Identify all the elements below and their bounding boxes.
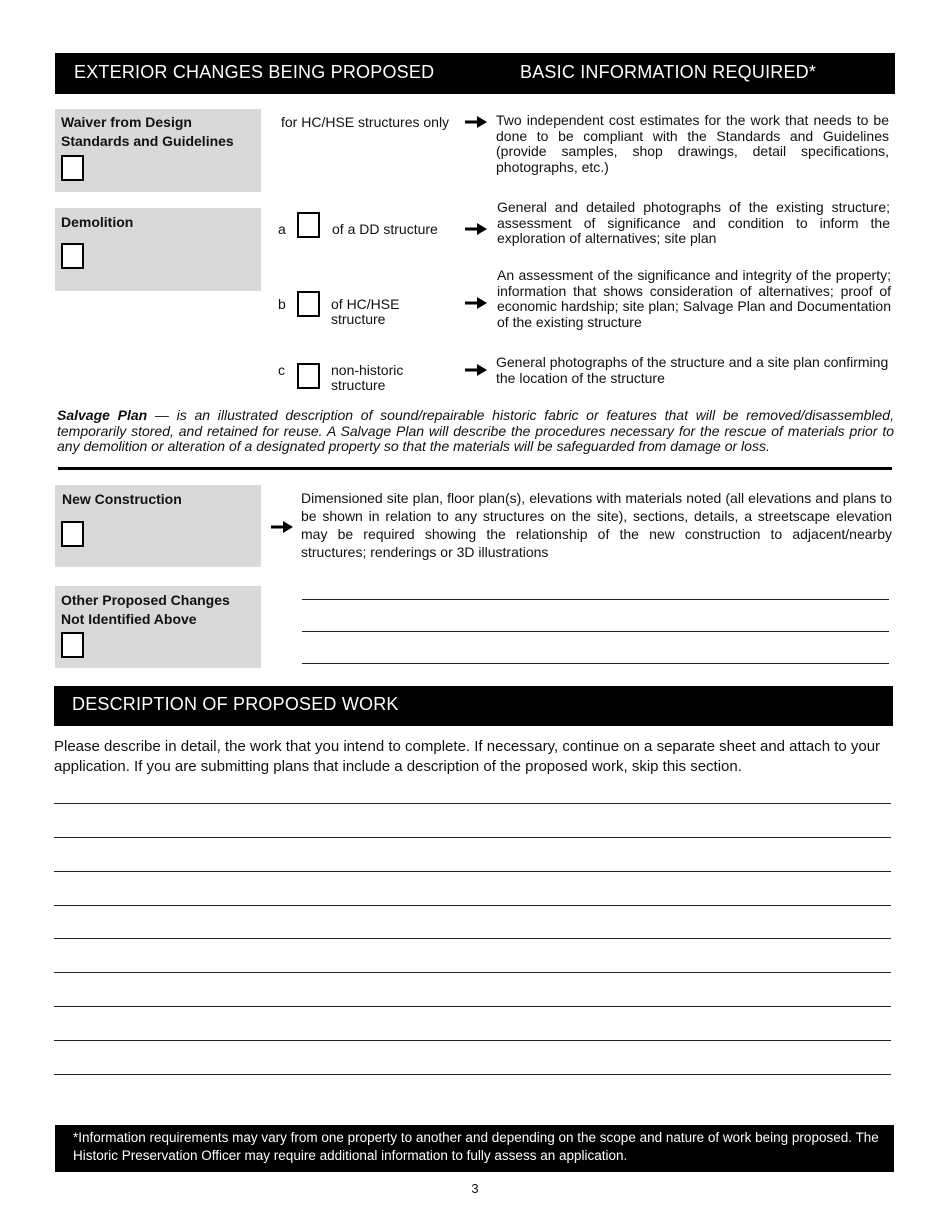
option-a-letter: a xyxy=(278,221,286,237)
waiver-checkbox[interactable] xyxy=(61,155,84,181)
option-a-info: General and detailed photographs of the existing structure; assessment of significance and condition to inform the exploration of alternatives; site plan xyxy=(497,199,890,246)
arrow-right-icon xyxy=(465,223,487,235)
footer-note: *Information requirements may vary from one property to another and depending on the scope and nature of work being proposed. The Historic Preservation Officer may require additional information to fully assess an application. xyxy=(73,1130,879,1163)
description-line[interactable] xyxy=(54,803,891,804)
description-line[interactable] xyxy=(54,1006,891,1007)
option-c-label: non-historic structure xyxy=(331,362,404,393)
option-a-checkbox[interactable] xyxy=(297,212,320,238)
description-line[interactable] xyxy=(54,905,891,906)
salvage-plan-note xyxy=(57,408,894,455)
option-c-letter: c xyxy=(278,362,285,378)
option-a-label: of a DD structure xyxy=(332,221,438,237)
new-construction-label: New Construction xyxy=(62,491,182,507)
waiver-label: Waiver from Design Standards and Guidelines xyxy=(61,114,234,149)
option-b-label: of HC/HSE structure xyxy=(331,296,400,327)
other-changes-line[interactable] xyxy=(302,599,889,600)
description-line[interactable] xyxy=(54,1074,891,1075)
demolition-label: Demolition xyxy=(61,214,134,230)
description-line[interactable] xyxy=(54,938,891,939)
other-changes-line[interactable] xyxy=(302,631,889,632)
description-line[interactable] xyxy=(54,871,891,872)
arrow-right-icon xyxy=(465,364,487,376)
option-b-info: An assessment of the significance and integrity of the property; information that shows consideration of alternatives; proof of economic hardship; site plan; Salvage Plan and Documentation of the existing structure xyxy=(497,267,891,330)
other-changes-label: Other Proposed Changes Not Identified Above xyxy=(61,592,230,627)
demolition-checkbox[interactable] xyxy=(61,243,84,269)
page-number: 3 xyxy=(471,1181,479,1196)
description-header-title: DESCRIPTION OF PROPOSED WORK xyxy=(72,694,399,714)
option-c-checkbox[interactable] xyxy=(297,363,320,389)
salvage-plan-term: Salvage Plan xyxy=(57,407,148,423)
option-b-letter: b xyxy=(278,296,286,312)
header-left-title: EXTERIOR CHANGES BEING PROPOSED xyxy=(74,62,435,82)
other-changes-checkbox[interactable] xyxy=(61,632,84,658)
footer-note-box xyxy=(55,1125,894,1172)
section-header-description xyxy=(54,686,893,726)
description-instructions: Please describe in detail, the work that you intend to complete. If necessary, continue on a separate sheet and attach to your application. If you are submitting plans that include a description of the proposed work, skip this section. xyxy=(54,738,881,775)
waiver-condition: for HC/HSE structures only xyxy=(281,114,450,130)
waiver-info: Two independent cost estimates for the work that needs to be done to be compliant with the Standards and Guidelines (provide samples, shop drawings, detail specifications, photographs, etc.) xyxy=(496,112,889,175)
description-line[interactable] xyxy=(54,1040,891,1041)
section-divider xyxy=(58,467,892,470)
option-b-checkbox[interactable] xyxy=(297,291,320,317)
description-line[interactable] xyxy=(54,972,891,973)
option-c-info: General photographs of the structure and a site plan confirming the location of the structure xyxy=(496,354,889,386)
arrow-right-icon xyxy=(271,521,293,533)
other-changes-line[interactable] xyxy=(302,663,889,664)
description-line[interactable] xyxy=(54,837,891,838)
header-right-title: BASIC INFORMATION REQUIRED* xyxy=(520,62,817,82)
section-header-exterior-changes xyxy=(55,53,895,94)
arrow-right-icon xyxy=(465,297,487,309)
arrow-right-icon xyxy=(465,116,487,128)
salvage-plan-text: — is an illustrated description of sound/repairable historic fabric or features that will be removed/disassembled, temporarily stored, and retained for reuse. A Salvage Plan will describe the procedures necessary for the rescue of materials prior to any demolition or alteration of a designated property so that the materials will be safeguarded from damage or loss. xyxy=(57,407,894,454)
new-construction-checkbox[interactable] xyxy=(61,521,84,547)
new-construction-info: Dimensioned site plan, floor plan(s), elevations with materials noted (all elevations and plans to be shown in relation to any structures on the site), sections, details, a streetscape elevation may be required showing the relationship of the new construction to adjacent/nearby structures; renderings or 3D illustrations xyxy=(301,490,892,560)
